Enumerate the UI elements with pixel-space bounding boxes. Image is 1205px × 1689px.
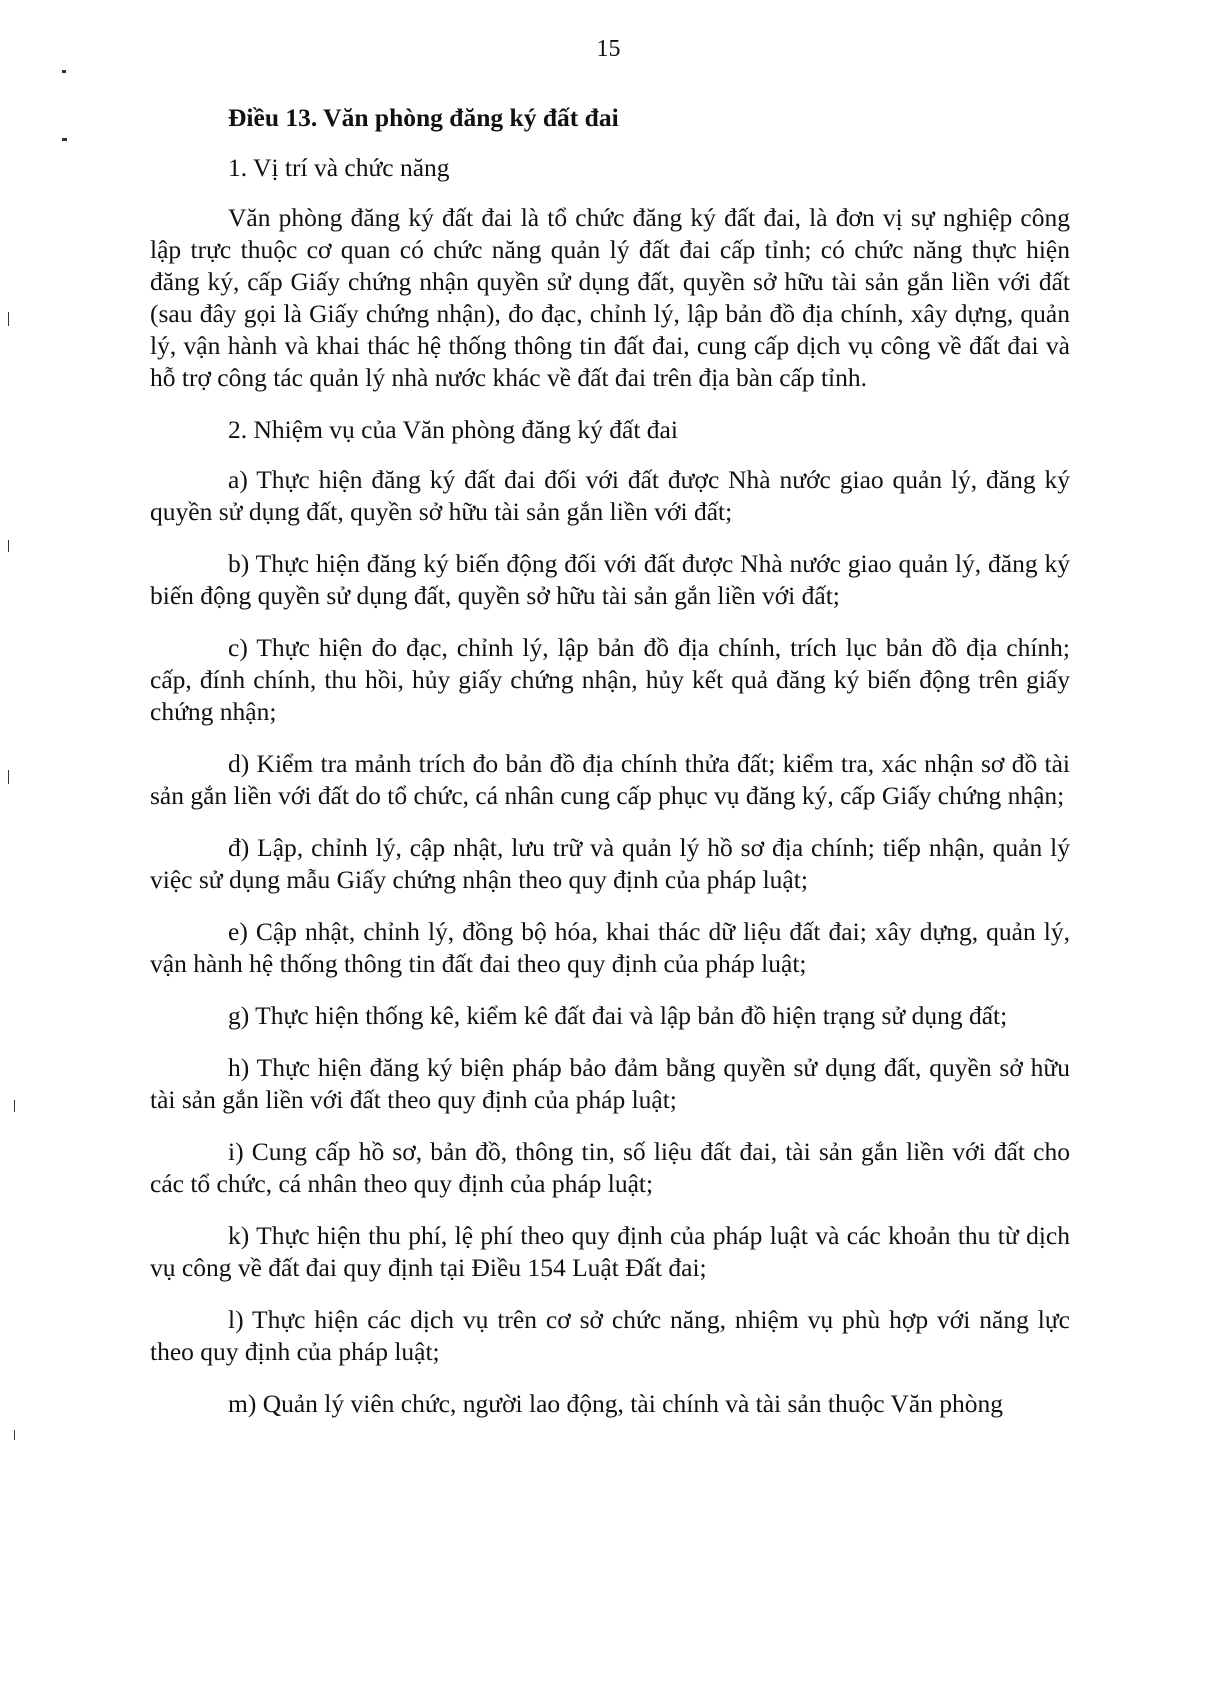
duty-item-dd: đ) Lập, chỉnh lý, cập nhật, lưu trữ và quản lý hồ sơ địa chính; tiếp nhận, quản lý việc sử dụng mẫu Giấy chứng nhận theo quy định của pháp luật; xyxy=(150,833,1070,894)
duty-item-e: e) Cập nhật, chỉnh lý, đồng bộ hóa, khai thác dữ liệu đất đai; xây dựng, quản lý, vận hành hệ thống thông tin đất đai theo quy định của pháp luật; xyxy=(150,917,1070,978)
section-1-title: 1. Vị trí và chức năng xyxy=(228,153,450,182)
scan-mark xyxy=(14,1430,15,1440)
scan-mark xyxy=(8,312,9,326)
scan-mark xyxy=(62,70,66,73)
duty-item-i: i) Cung cấp hồ sơ, bản đồ, thông tin, số liệu đất đai, tài sản gắn liền với đất cho các tổ chức, cá nhân theo quy định của pháp luật; xyxy=(150,1137,1070,1198)
section-1-body: Văn phòng đăng ký đất đai là tổ chức đăng ký đất đai, là đơn vị sự nghiệp công lập trực thuộc cơ quan có chức năng quản lý đất đai cấp tỉnh; có chức năng thực hiện đăng ký, cấp Giấy chứng nhận quyền sử dụng đất, quyền sở hữu tài sản gắn liền với đất (sau đây gọi là Giấy chứng nhận), đo đạc, chỉnh lý, lập bản đồ địa chính, xây dựng, quản lý, vận hành và khai thác hệ thống thông tin đất đai, cung cấp dịch vụ công về đất đai và hỗ trợ công tác quản lý nhà nước khác về đất đai trên địa bàn cấp tỉnh. xyxy=(150,203,1070,392)
page-number: 15 xyxy=(596,36,621,62)
scan-mark xyxy=(8,540,9,552)
duty-item-k: k) Thực hiện thu phí, lệ phí theo quy định của pháp luật và các khoản thu từ dịch vụ công về đất đai quy định tại Điều 154 Luật Đất đai; xyxy=(150,1221,1070,1282)
duty-item-h: h) Thực hiện đăng ký biện pháp bảo đảm bằng quyền sử dụng đất, quyền sở hữu tài sản gắn liền với đất theo quy định của pháp luật; xyxy=(150,1053,1070,1114)
section-2-title: 2. Nhiệm vụ của Văn phòng đăng ký đất đai xyxy=(228,415,678,444)
article-heading: Điều 13. Văn phòng đăng ký đất đai xyxy=(228,103,619,132)
duty-item-m: m) Quản lý viên chức, người lao động, tài chính và tài sản thuộc Văn phòng xyxy=(228,1389,1004,1418)
scan-mark xyxy=(8,770,9,784)
duty-item-d: d) Kiểm tra mảnh trích đo bản đồ địa chính thửa đất; kiểm tra, xác nhận sơ đồ tài sản gắn liền với đất do tổ chức, cá nhân cung cấp phục vụ đăng ký, cấp Giấy chứng nhận; xyxy=(150,749,1070,810)
duty-item-g: g) Thực hiện thống kê, kiểm kê đất đai và lập bản đồ hiện trạng sử dụng đất; xyxy=(228,1001,1008,1030)
scan-mark xyxy=(62,138,67,141)
scan-mark xyxy=(14,1100,15,1112)
duty-item-b: b) Thực hiện đăng ký biến động đối với đất được Nhà nước giao quản lý, đăng ký biến động quyền sử dụng đất, quyền sở hữu tài sản gắn liền với đất; xyxy=(150,549,1070,610)
document-body xyxy=(150,102,1070,1420)
duty-item-l: l) Thực hiện các dịch vụ trên cơ sở chức năng, nhiệm vụ phù hợp với năng lực theo quy định của pháp luật; xyxy=(150,1305,1070,1366)
duty-item-a: a) Thực hiện đăng ký đất đai đối với đất được Nhà nước giao quản lý, đăng ký quyền sử dụng đất, quyền sở hữu tài sản gắn liền với đất; xyxy=(150,465,1070,526)
duty-item-c: c) Thực hiện đo đạc, chỉnh lý, lập bản đồ địa chính, trích lục bản đồ địa chính; cấp, đính chính, thu hồi, hủy giấy chứng nhận, hủy kết quả đăng ký biến động trên giấy chứng nhận; xyxy=(150,633,1070,726)
